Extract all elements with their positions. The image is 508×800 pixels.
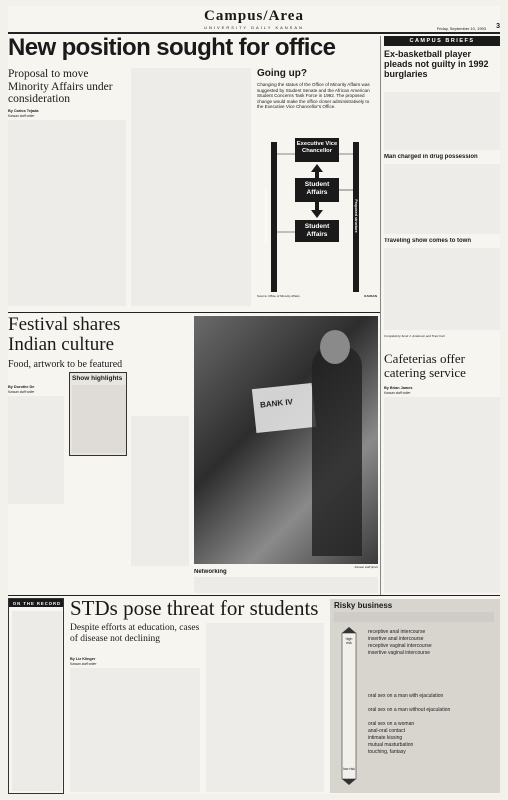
masthead-subtitle: UNIVERSITY DAILY KANSAN xyxy=(204,25,304,30)
risk-item: intimate kissing xyxy=(368,735,403,741)
risk-list xyxy=(368,629,496,789)
diagram-credit: KANSAN xyxy=(364,294,377,298)
sidebar-title: Going up? xyxy=(257,68,307,79)
risky-business-title: Risky business xyxy=(334,601,393,610)
risk-item: oral sex on a man without ejaculation xyxy=(368,707,451,713)
risk-item: insertive vaginal intercourse xyxy=(368,650,430,656)
main-story-byline-role: Kansan staff writer xyxy=(8,114,35,118)
festival-byline-role: Kansan staff writer xyxy=(8,390,35,394)
newspaper-page xyxy=(8,6,500,794)
festival-deck: Food, artwork to be featured xyxy=(8,359,123,370)
campus-briefs xyxy=(384,36,500,346)
cafeterias-headline: Cafeterias offer catering service xyxy=(384,352,466,380)
cafeterias-body xyxy=(384,397,500,593)
stds-body-col2 xyxy=(206,623,324,792)
risky-business-box xyxy=(330,599,500,793)
festival-body-col2 xyxy=(131,416,189,566)
risk-item: oral sex on a woman xyxy=(368,721,415,727)
main-story-deck: Proposal to move Minority Affairs under consideration xyxy=(8,68,113,105)
campus-briefs-label: CAMPUS BRIEFS xyxy=(409,37,475,44)
photo-caption-title: Networking xyxy=(194,569,227,575)
networking-photo xyxy=(194,316,378,564)
section-title: Campus/Area xyxy=(204,8,304,24)
diagram-level-2: Student Affairs xyxy=(304,181,330,196)
page-number: 3 xyxy=(496,23,500,30)
left-axis-bar xyxy=(271,142,277,292)
sidebar-text: Changing the status of the Office of Minority Affairs was suggested by Student Senate and the African American Student Concerns Task Force in 1992. The proposed change would make the office closer administratively to the Executive Vice Chancellor's Office. xyxy=(257,82,370,110)
risk-low-label: low risk xyxy=(343,767,355,771)
festival-headline: Festival shares Indian culture xyxy=(8,315,121,355)
main-story-body-col2 xyxy=(131,68,251,306)
main-story-body-col1 xyxy=(8,120,126,306)
diagram-right-axis-label: Proposed structure xyxy=(354,199,358,233)
stds-byline: By Liz Klinger xyxy=(70,657,96,661)
cafeterias-byline-role: Kansan staff writer xyxy=(384,391,411,395)
issue-date: Friday, September 10, 1993 xyxy=(436,26,486,31)
masthead xyxy=(8,6,500,32)
diagram-level-1: Executive Vice Chancellor xyxy=(296,141,338,154)
festival-body xyxy=(8,396,64,504)
on-the-record-label: ON THE RECORD xyxy=(12,600,62,606)
on-the-record xyxy=(8,598,64,794)
risk-item: anal-oral contact xyxy=(368,728,405,734)
risk-scale xyxy=(334,627,364,785)
festival-byline: By Dorothe De xyxy=(8,385,35,389)
risk-item: mutual masturbation xyxy=(368,742,414,748)
stds-deck: Despite efforts at education, cases of disease not declining xyxy=(70,623,200,644)
diagram-source: Source: Office of Minority Affairs xyxy=(257,294,300,298)
going-up-sidebar xyxy=(257,68,377,306)
risk-high-label: high risk xyxy=(345,637,353,645)
stds-byline-role: Kansan staff writer xyxy=(70,662,97,666)
photo-caption-body xyxy=(194,577,378,593)
stds-body-col1 xyxy=(70,668,200,792)
show-highlights-title: Show highlights xyxy=(72,375,123,382)
photo-sign-text: BANK IV xyxy=(259,397,294,410)
main-story-byline: By Carlos Tejada xyxy=(8,109,39,113)
briefs-subhead-show: Traveling show comes to town xyxy=(384,238,472,244)
diagram-left-axis-label: Present organizational structure xyxy=(264,188,268,244)
diagram-level-3: Student Affairs xyxy=(304,223,330,238)
briefs-credit: Compiled by Scott J. Anderson and Traci Carl xyxy=(384,334,445,338)
risk-item: insertive anal intercourse xyxy=(368,636,424,642)
risk-item: oral sex on a man with ejaculation xyxy=(368,693,444,699)
org-diagram xyxy=(257,134,377,304)
risk-item: receptive anal intercourse xyxy=(368,629,426,635)
main-headline: New position sought for office xyxy=(8,34,336,61)
risk-item: receptive vaginal intercourse xyxy=(368,643,432,649)
photo-credit: Kansan staff photo xyxy=(354,565,378,569)
cafeterias-byline: By Brian James xyxy=(384,386,413,390)
briefs-subhead-drug: Man charged in drug possession xyxy=(384,154,478,160)
risk-item: touching, fantasy xyxy=(368,749,406,755)
briefs-headline: Ex-basketball player pleads not guilty in 1992 burglaries xyxy=(384,49,489,79)
show-highlights-box xyxy=(69,372,127,456)
stds-headline: STDs pose threat for students xyxy=(70,597,319,620)
